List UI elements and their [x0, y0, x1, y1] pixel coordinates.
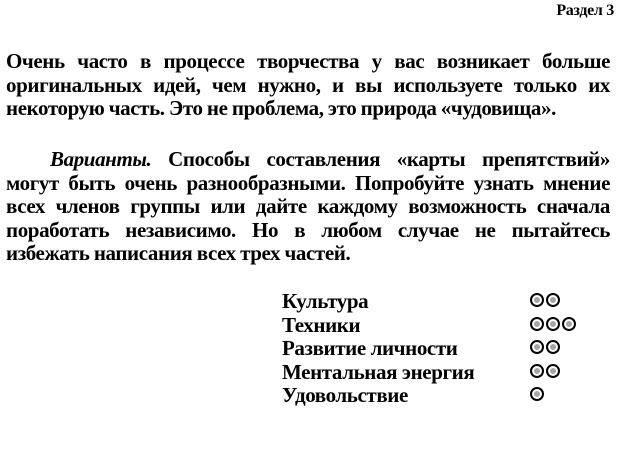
rating-label: Культура [282, 289, 369, 313]
flower-dot-icon [562, 317, 576, 331]
flower-dot-icon [530, 293, 544, 307]
rating-dots [530, 340, 560, 354]
flower-dot-icon [546, 293, 560, 307]
rating-label: Техники [282, 312, 361, 337]
section-header: Раздел 3 [556, 2, 614, 19]
flower-dot-icon [546, 340, 560, 354]
rating-row [282, 290, 602, 314]
flower-dot-icon [546, 364, 560, 378]
rating-label: Удовольствие [282, 383, 408, 407]
flower-dot-icon [530, 364, 544, 378]
rating-label: Развитие личности [282, 336, 458, 360]
rating-dots [530, 364, 560, 378]
variants-text: Способы составления «карты препятствий» могут быть очень разнообразными. Попробуйте узнать мнение всех членов группы или дайте каждому возможность сначала поработать независимо. Но в любом случае не пытайтесь избежать написания всех трех частей. [6, 147, 610, 265]
rating-dots [530, 293, 560, 307]
rating-dots [530, 387, 544, 401]
rating-row [282, 337, 602, 361]
flower-dot-icon [530, 317, 544, 331]
rating-list [282, 290, 602, 408]
paragraph-variants [6, 148, 610, 266]
flower-dot-icon [546, 317, 560, 331]
rating-label: Ментальная энергия [282, 359, 475, 384]
rating-dots [530, 317, 576, 331]
rating-row [282, 361, 602, 385]
variants-lead: Варианты. [50, 147, 152, 171]
rating-row [282, 314, 602, 338]
flower-dot-icon [530, 387, 544, 401]
paragraph-intro: Очень часто в процессе творчества у вас возникает больше оригинальных идей, чем нужно, и вы используете только их некоторую часть. Это не проблема, это природа «чудовища». [6, 49, 610, 120]
flower-dot-icon [530, 340, 544, 354]
rating-row [282, 384, 602, 408]
